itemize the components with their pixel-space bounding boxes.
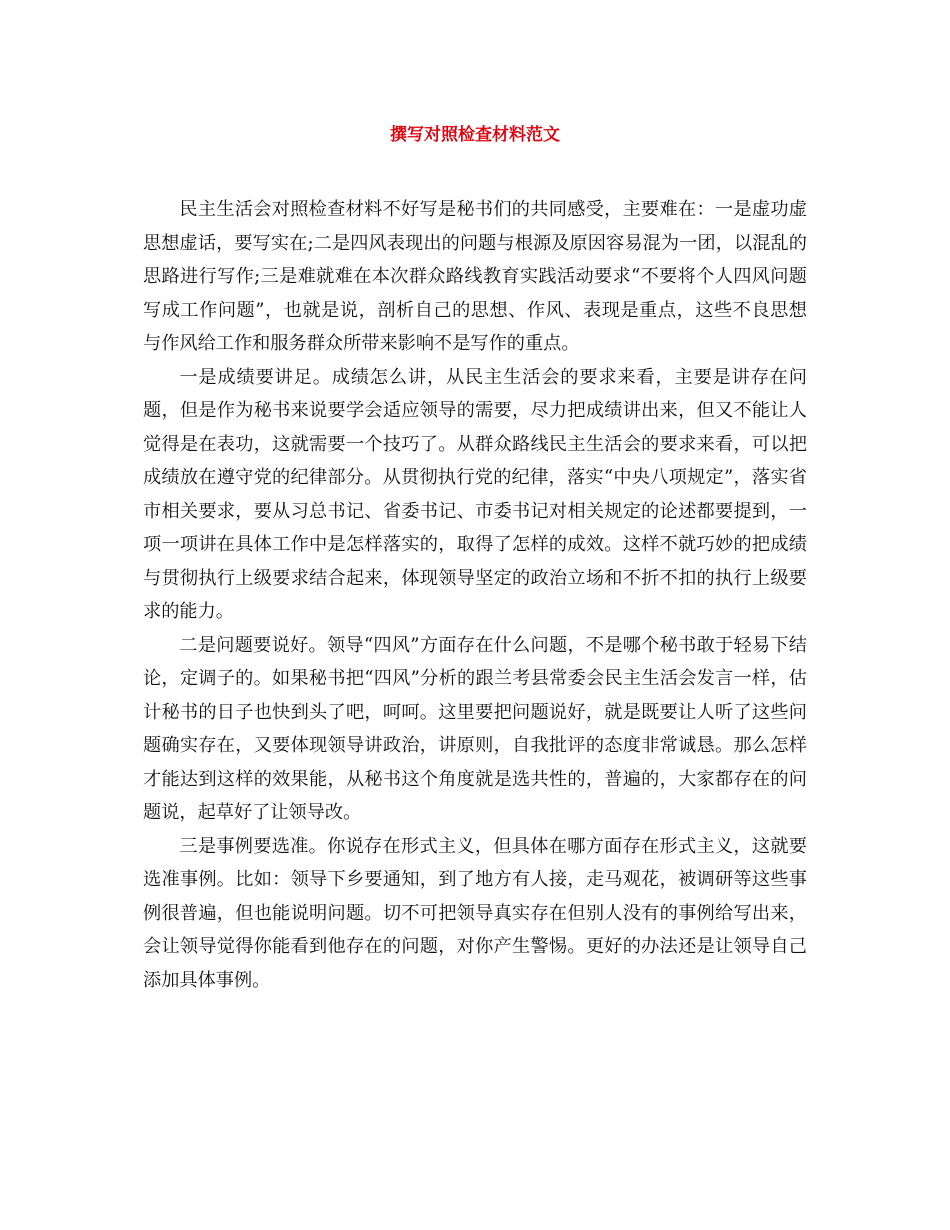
document-title: 撰写对照检查材料范文	[390, 125, 560, 145]
document-body	[143, 193, 807, 997]
paragraph-intro: 民主生活会对照检查材料不好写是秘书们的共同感受，主要难在：一是虚功虚思想虚话，要写实在;二是四风表现出的问题与根源及原因容易混为一团，以混乱的思路进行写作;三是难就难在本次群众路线教育实践活动要求“不要将个人四风问题写成工作问题”，也就是说，剖析自己的思想、作风、表现是重点，这些不良思想与作风给工作和服务群众所带来影响不是写作的重点。	[143, 199, 807, 354]
paragraph-problems: 二是问题要说好。领导“四风”方面存在什么问题，不是哪个秘书敢于轻易下结论，定调子的。如果秘书把“四风”分析的跟兰考县常委会民主生活会发言一样，估计秘书的日子也快到头了吧，呵呵。这里要把问题说好，就是既要让人听了这些问题确实存在，又要体现领导讲政治，讲原则，自我批评的态度非常诚恳。那么怎样才能达到这样的效果能，从秘书这个角度就是选共性的，普遍的，大家都存在的问题说，起草好了让领导改。	[143, 634, 807, 823]
paragraph-achievements: 一是成绩要讲足。成绩怎么讲，从民主生活会的要求来看，主要是讲存在问题，但是作为秘书来说要学会适应领导的需要，尽力把成绩讲出来，但又不能让人觉得是在表功，这就需要一个技巧了。从群众路线民主生活会的要求来看，可以把成绩放在遵守党的纪律部分。从贯彻执行党的纪律，落实“中央八项规定”，落实省市相关要求，要从习总书记、省委书记、市委书记对相关规定的论述都要提到，一项一项讲在具体工作中是怎样落实的，取得了怎样的成效。这样不就巧妙的把成绩与贯彻执行上级要求结合起来，体现领导坚定的政治立场和不折不扣的执行上级要求的能力。	[143, 366, 807, 622]
paragraph-examples: 三是事例要选准。你说存在形式主义，但具体在哪方面存在形式主义，这就要选准事例。比如：领导下乡要通知，到了地方有人接，走马观花，被调研等这些事例很普遍，但也能说明问题。切不可把领导真实存在但别人没有的事例给写出来，会让领导觉得你能看到他存在的问题，对你产生警惕。更好的办法还是让领导自己添加具体事例。	[143, 835, 807, 991]
